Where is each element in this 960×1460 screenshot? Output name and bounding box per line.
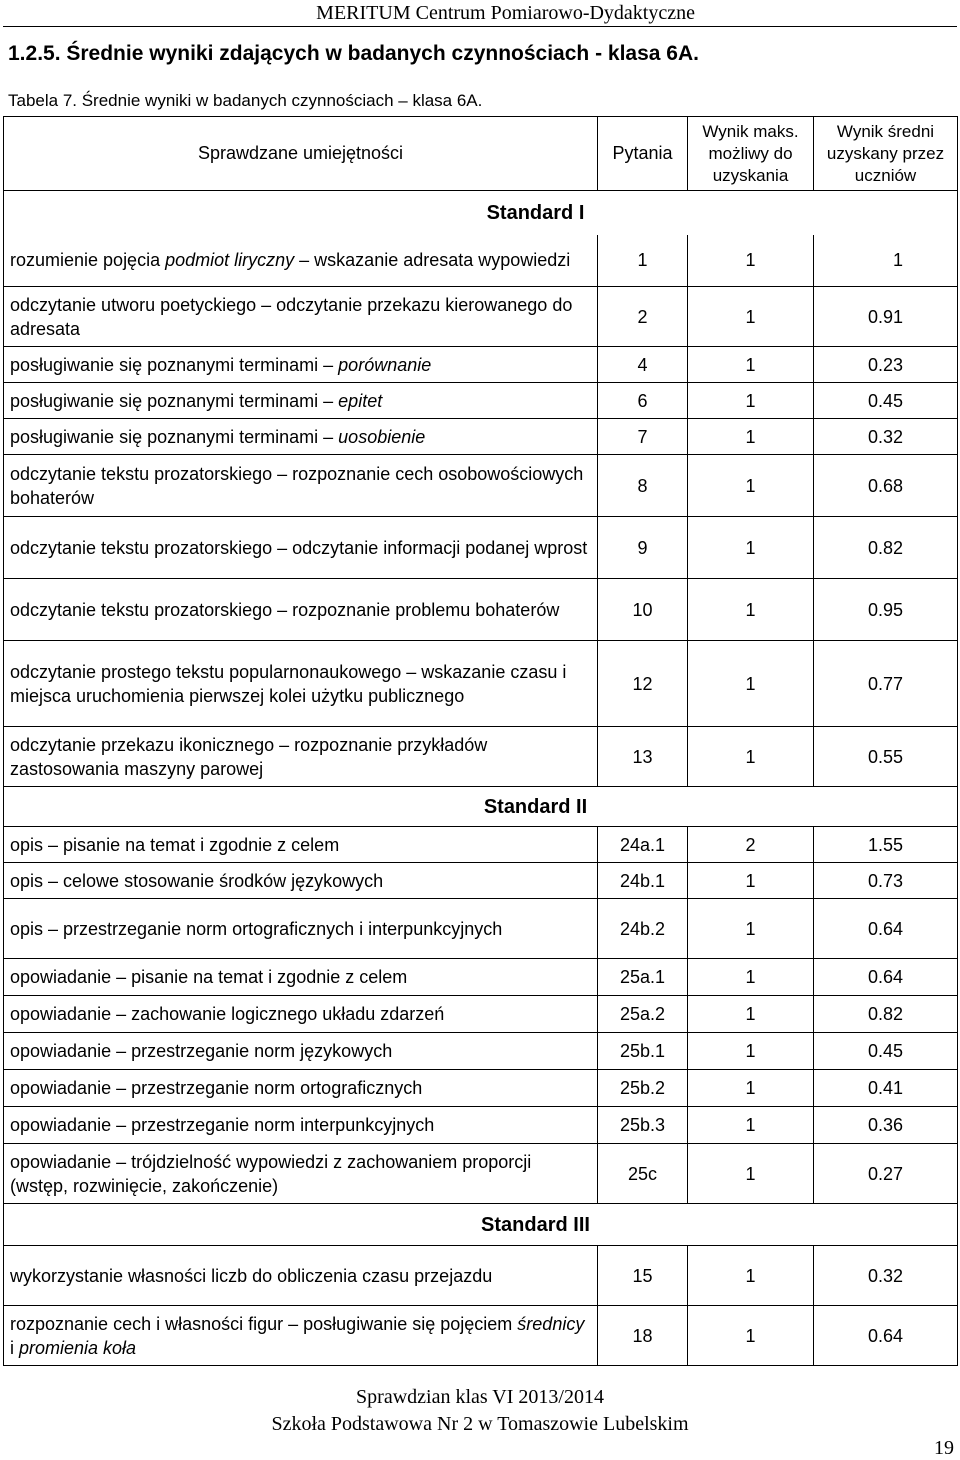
skill-cell: odczytanie tekstu prozatorskiego – odczytanie informacji podanej wprost: [4, 517, 598, 579]
question-cell: 25c: [598, 1144, 688, 1204]
question-cell: 24b.2: [598, 899, 688, 959]
question-cell: 13: [598, 727, 688, 787]
skill-cell: opis – pisanie na temat i zgodnie z celem: [4, 827, 598, 863]
question-cell: 2: [598, 287, 688, 347]
question-cell: 25b.2: [598, 1070, 688, 1107]
avg-score-cell: 0.23: [814, 347, 958, 383]
max-score-cell: 1: [688, 641, 814, 727]
question-cell: 15: [598, 1246, 688, 1306]
skill-cell: opis – przestrzeganie norm ortograficznych i interpunkcyjnych: [4, 899, 598, 959]
question-cell: 6: [598, 383, 688, 419]
standard-label: Standard I: [4, 191, 958, 235]
avg-score-cell: 0.64: [814, 1306, 958, 1366]
question-cell: 8: [598, 455, 688, 517]
table-row: [4, 287, 958, 347]
table-row: [4, 863, 958, 899]
max-score-cell: 1: [688, 727, 814, 787]
avg-score-cell: 0.82: [814, 517, 958, 579]
table-row: [4, 1033, 958, 1070]
avg-score-cell: 0.73: [814, 863, 958, 899]
avg-score-cell: 0.77: [814, 641, 958, 727]
max-score-cell: 1: [688, 419, 814, 455]
standard-row: [4, 191, 958, 235]
avg-score-cell: 0.32: [814, 419, 958, 455]
page-number: 19: [934, 1437, 954, 1459]
avg-score-cell: 0.45: [814, 383, 958, 419]
skill-cell: posługiwanie się poznanymi terminami – porównanie: [4, 347, 598, 383]
max-score-cell: 1: [688, 287, 814, 347]
avg-score-cell: 0.91: [814, 287, 958, 347]
table-row: [4, 899, 958, 959]
skill-cell: odczytanie tekstu prozatorskiego – rozpoznanie cech osobowościowych bohaterów: [4, 455, 598, 517]
avg-score-cell: 0.36: [814, 1107, 958, 1144]
question-cell: 24b.1: [598, 863, 688, 899]
max-score-cell: 2: [688, 827, 814, 863]
max-score-cell: 1: [688, 383, 814, 419]
max-score-cell: 1: [688, 1033, 814, 1070]
question-cell: 24a.1: [598, 827, 688, 863]
page-footer: [0, 1384, 960, 1438]
skill-cell: opowiadanie – trójdzielność wypowiedzi z zachowaniem proporcji (wstęp, rozwinięcie, zakończenie): [4, 1144, 598, 1204]
skill-cell: odczytanie przekazu ikonicznego – rozpoznanie przykładów zastosowania maszyny parowej: [4, 727, 598, 787]
skill-cell: posługiwanie się poznanymi terminami – uosobienie: [4, 419, 598, 455]
table-row: [4, 1107, 958, 1144]
page-header: [0, 0, 960, 30]
max-score-cell: 1: [688, 959, 814, 996]
table-row: [4, 517, 958, 579]
table-row: [4, 959, 958, 996]
question-cell: 18: [598, 1306, 688, 1366]
table-row: [4, 1070, 958, 1107]
skill-cell: opowiadanie – przestrzeganie norm językowych: [4, 1033, 598, 1070]
col-header-skill: Sprawdzane umiejętności: [4, 117, 598, 191]
skill-cell: opowiadanie – pisanie na temat i zgodnie z celem: [4, 959, 598, 996]
max-score-cell: 1: [688, 1246, 814, 1306]
avg-score-cell: 0.64: [814, 959, 958, 996]
question-cell: 10: [598, 579, 688, 641]
table-row: [4, 1144, 958, 1204]
question-cell: 25b.3: [598, 1107, 688, 1144]
standard-row: [4, 787, 958, 827]
standard-label: Standard III: [4, 1204, 958, 1246]
institution-name: MERITUM Centrum Pomiarowo-Dydaktyczne: [316, 2, 695, 24]
skill-cell: odczytanie prostego tekstu popularnonaukowego – wskazanie czasu i miejsca uruchomienia pierwszej kolei użytku publicznego: [4, 641, 598, 727]
avg-score-cell: 0.95: [814, 579, 958, 641]
avg-score-cell: 0.68: [814, 455, 958, 517]
header-rule: [3, 26, 957, 27]
max-score-cell: 1: [688, 1306, 814, 1366]
standard-row: [4, 1204, 958, 1246]
skill-cell: odczytanie tekstu prozatorskiego – rozpoznanie problemu bohaterów: [4, 579, 598, 641]
table-caption: Tabela 7. Średnie wyniki w badanych czynnościach – klasa 6A.: [8, 91, 483, 110]
standard-label: Standard II: [4, 787, 958, 827]
skill-cell: odczytanie utworu poetyckiego – odczytanie przekazu kierowanego do adresata: [4, 287, 598, 347]
question-cell: 4: [598, 347, 688, 383]
max-score-cell: 1: [688, 1107, 814, 1144]
footer-school-name: Szkoła Podstawowa Nr 2 w Tomaszowie Lubelskim: [271, 1413, 689, 1435]
skill-cell: opowiadanie – przestrzeganie norm ortograficznych: [4, 1070, 598, 1107]
max-score-cell: 1: [688, 863, 814, 899]
skill-cell: posługiwanie się poznanymi terminami – epitet: [4, 383, 598, 419]
col-header-max: Wynik maks. możliwy do uzyskania: [688, 117, 814, 191]
avg-score-cell: 0.32: [814, 1246, 958, 1306]
table-row: [4, 235, 958, 287]
footer-exam-name: Sprawdzian klas VI 2013/2014: [356, 1386, 604, 1408]
question-cell: 25b.1: [598, 1033, 688, 1070]
table-header-row: [4, 117, 958, 191]
skill-cell: wykorzystanie własności liczb do obliczenia czasu przejazdu: [4, 1246, 598, 1306]
skill-cell: rozpoznanie cech i własności figur – posługiwanie się pojęciem średnicy i promienia koła: [4, 1306, 598, 1366]
table-row: [4, 579, 958, 641]
col-header-questions: Pytania: [598, 117, 688, 191]
question-cell: 12: [598, 641, 688, 727]
question-cell: 25a.1: [598, 959, 688, 996]
avg-score-cell: 0.55: [814, 727, 958, 787]
max-score-cell: 1: [688, 899, 814, 959]
question-cell: 1: [598, 235, 688, 287]
skill-cell: opowiadanie – zachowanie logicznego układu zdarzeń: [4, 996, 598, 1033]
max-score-cell: 1: [688, 1144, 814, 1204]
avg-score-cell: 1.55: [814, 827, 958, 863]
table-row: [4, 996, 958, 1033]
max-score-cell: 1: [688, 235, 814, 287]
avg-score-cell: 0.27: [814, 1144, 958, 1204]
table-row: [4, 419, 958, 455]
table-row: [4, 347, 958, 383]
skill-cell: opowiadanie – przestrzeganie norm interpunkcyjnych: [4, 1107, 598, 1144]
table-row: [4, 455, 958, 517]
avg-score-cell: 0.82: [814, 996, 958, 1033]
table-row: [4, 383, 958, 419]
avg-score-cell: 0.64: [814, 899, 958, 959]
question-cell: 7: [598, 419, 688, 455]
max-score-cell: 1: [688, 996, 814, 1033]
results-table: [3, 116, 958, 1366]
question-cell: 9: [598, 517, 688, 579]
skill-cell: rozumienie pojęcia podmiot liryczny – wskazanie adresata wypowiedzi: [4, 235, 598, 287]
max-score-cell: 1: [688, 455, 814, 517]
section-heading: 1.2.5. Średnie wyniki zdających w badanych czynnościach - klasa 6A.: [8, 42, 699, 65]
avg-score-cell: 0.45: [814, 1033, 958, 1070]
table-row: [4, 727, 958, 787]
table-row: [4, 1306, 958, 1366]
avg-score-cell: 0.41: [814, 1070, 958, 1107]
table-row: [4, 827, 958, 863]
max-score-cell: 1: [688, 579, 814, 641]
skill-cell: opis – celowe stosowanie środków językowych: [4, 863, 598, 899]
table-row: [4, 1246, 958, 1306]
col-header-avg: Wynik średni uzyskany przez uczniów: [814, 117, 958, 191]
avg-score-cell: 1: [814, 235, 958, 287]
max-score-cell: 1: [688, 347, 814, 383]
max-score-cell: 1: [688, 1070, 814, 1107]
table-row: [4, 641, 958, 727]
max-score-cell: 1: [688, 517, 814, 579]
question-cell: 25a.2: [598, 996, 688, 1033]
